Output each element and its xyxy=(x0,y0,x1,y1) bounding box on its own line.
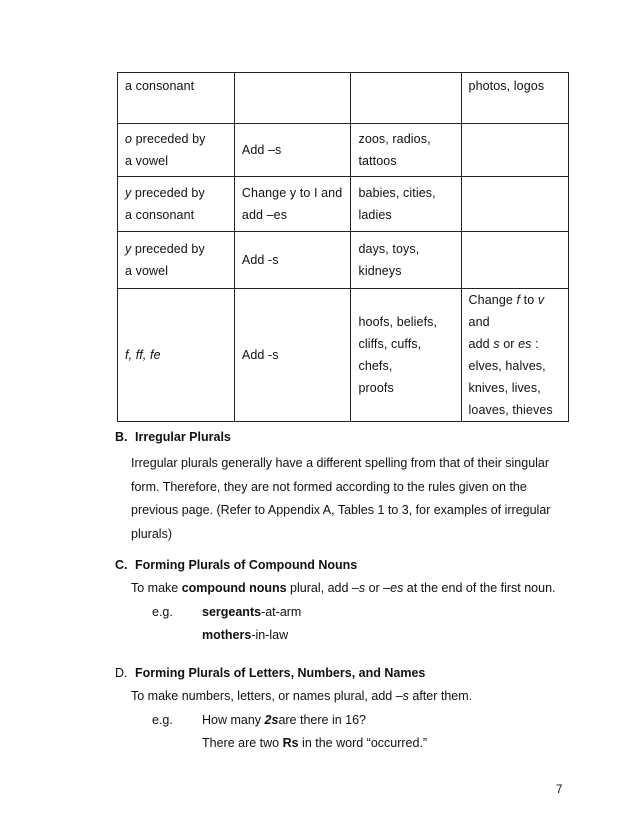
table-row xyxy=(118,232,569,289)
table-cell: photos, logos xyxy=(461,73,568,124)
example-row: e.g. How many 2sare there in 16? xyxy=(152,712,366,727)
page-number: 7 xyxy=(556,784,563,796)
example-row: e.g. sergeants-at-arm xyxy=(152,604,302,619)
section-heading: C. Forming Plurals of Compound Nouns xyxy=(115,558,358,572)
section-body: To make compound nouns plural, add –s or –es at the end of the first noun. xyxy=(131,581,556,595)
table-cell: Add –s xyxy=(234,124,351,177)
table-cell xyxy=(351,73,461,124)
table-cell: o preceded by a vowel xyxy=(118,124,235,177)
section-letters-numbers-names xyxy=(115,666,472,755)
table-cell: y preceded by a consonant xyxy=(118,177,235,232)
section-body: To make numbers, letters, or names plural, add –s after them. xyxy=(131,689,473,703)
table-row xyxy=(118,73,569,124)
table-cell: Change y to I and add –es xyxy=(234,177,351,232)
table-row xyxy=(118,177,569,232)
section-heading: D. Forming Plurals of Letters, Numbers, and Names xyxy=(115,666,426,680)
table-cell: Add -s xyxy=(234,289,351,422)
table-row xyxy=(118,124,569,177)
table-cell: Add -s xyxy=(234,232,351,289)
example-row: There are two Rs in the word “occurred.” xyxy=(202,735,428,750)
table-cell: f, ff, fe xyxy=(118,289,235,422)
plural-rules-table xyxy=(117,72,569,422)
table-cell xyxy=(234,73,351,124)
table-row xyxy=(118,289,569,422)
example-row: mothers-in-law xyxy=(202,627,289,642)
table-cell xyxy=(461,177,568,232)
section-compound-nouns xyxy=(115,558,556,647)
table-cell: y preceded by a vowel xyxy=(118,232,235,289)
section-irregular-plurals xyxy=(115,430,550,546)
table-cell xyxy=(461,124,568,177)
table-cell: zoos, radios, tattoos xyxy=(351,124,461,177)
table-cell: babies, cities, ladies xyxy=(351,177,461,232)
table-cell: days, toys, kidneys xyxy=(351,232,461,289)
section-body: Irregular plurals generally have a different spelling from that of their singular form. Therefore, they are not formed according to the rules given on the previous page. (Refer to Appendix A, Tables 1 to 3, for examples of irregular plurals) xyxy=(131,456,551,541)
table-cell: hoofs, beliefs, cliffs, cuffs, chefs, proofs xyxy=(351,289,461,422)
table-cell xyxy=(461,232,568,289)
table-cell: a consonant xyxy=(118,73,235,124)
section-heading: B. Irregular Plurals xyxy=(115,430,231,444)
table-cell: Change f to v and add s or es : elves, halves, knives, lives, loaves, thieves xyxy=(461,289,568,422)
